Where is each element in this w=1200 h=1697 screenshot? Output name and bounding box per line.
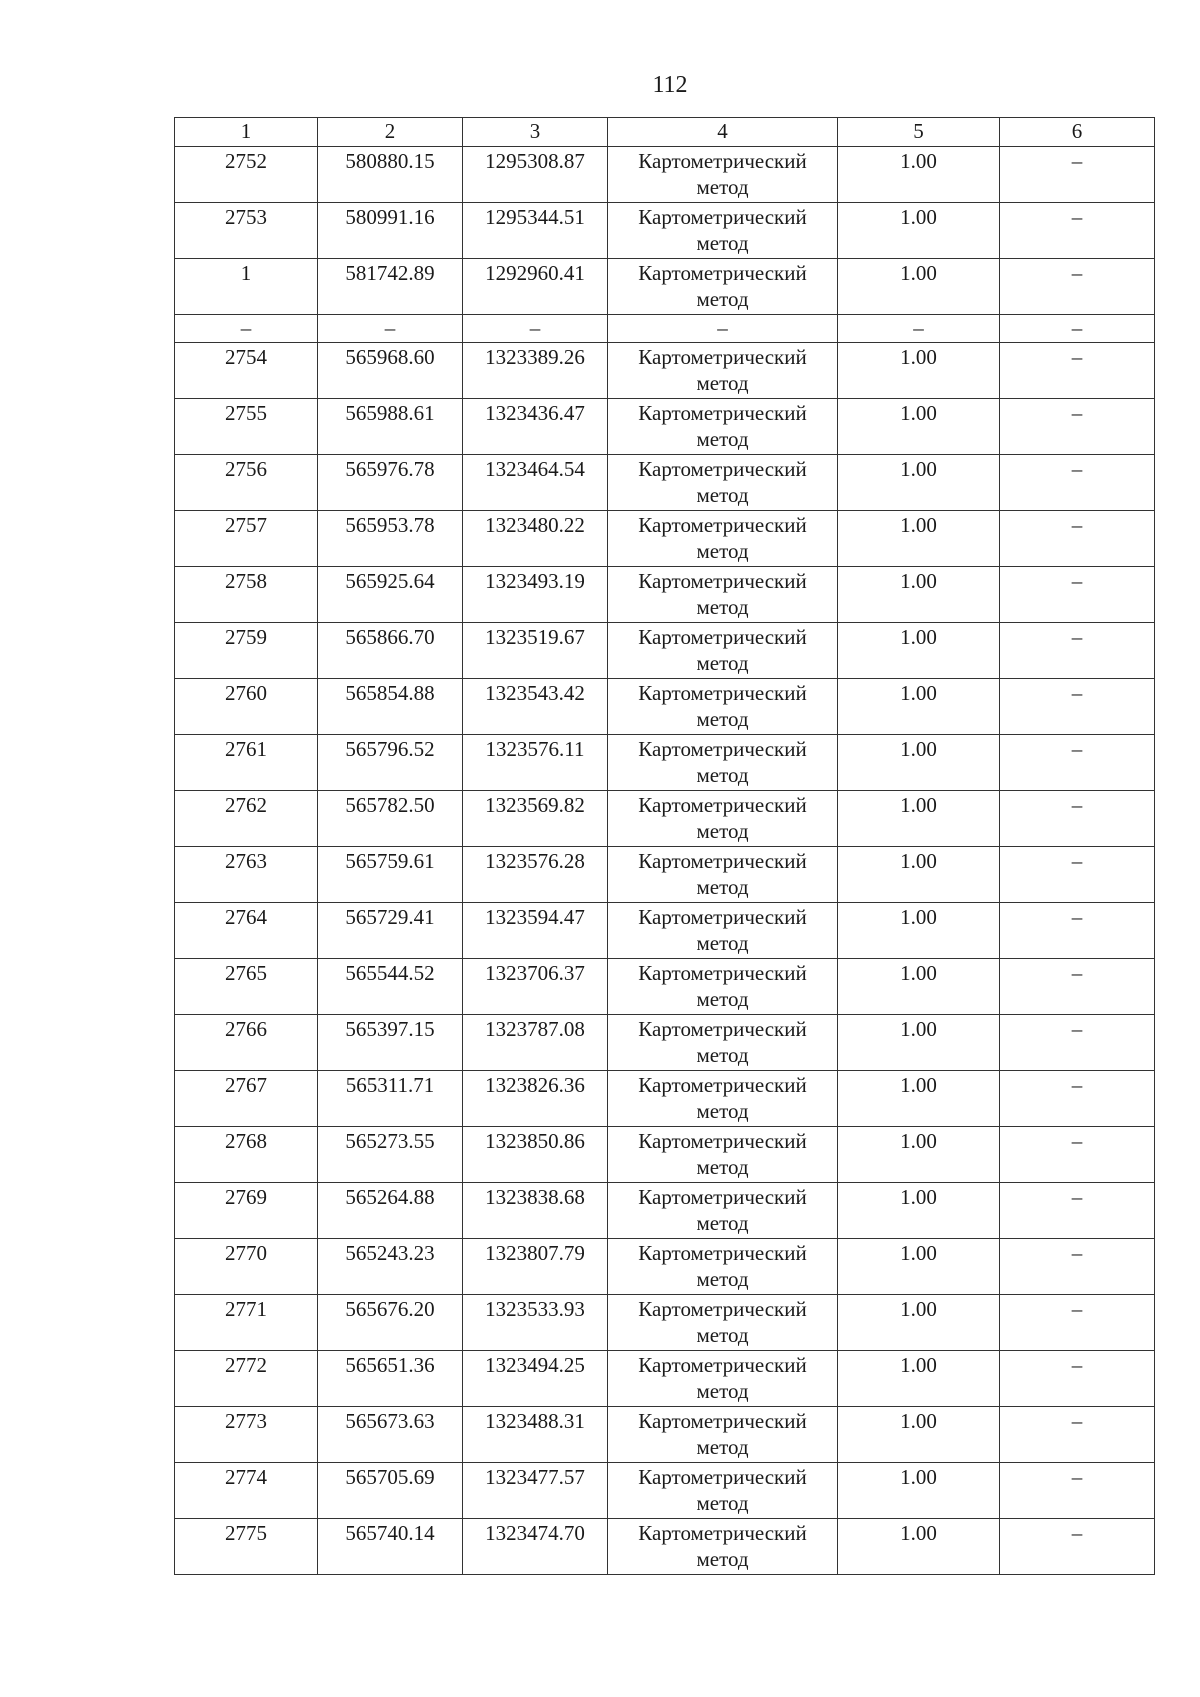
method-line-2: метод (696, 287, 749, 311)
accuracy-cell: 1.00 (838, 1463, 1000, 1519)
column-number: 6 (1000, 118, 1155, 147)
separator-row (175, 315, 1155, 343)
point-number-cell: 2766 (175, 1015, 318, 1071)
point-number-cell: 2764 (175, 903, 318, 959)
method-line-1: Картометрический (638, 1409, 807, 1433)
method-line-1: Картометрический (638, 737, 807, 761)
table-row (175, 203, 1155, 259)
y-coordinate-cell: 1323488.31 (463, 1407, 608, 1463)
x-coordinate-cell: 565796.52 (318, 735, 463, 791)
y-coordinate-cell: 1323569.82 (463, 791, 608, 847)
y-coordinate-cell: 1323543.42 (463, 679, 608, 735)
accuracy-cell: 1.00 (838, 1127, 1000, 1183)
separator-cell: – (1000, 315, 1155, 343)
column-number: 3 (463, 118, 608, 147)
table-row (175, 259, 1155, 315)
method-cell (608, 511, 838, 567)
method-line-2: метод (696, 763, 749, 787)
accuracy-cell: 1.00 (838, 1015, 1000, 1071)
x-coordinate-cell: 565544.52 (318, 959, 463, 1015)
method-cell (608, 1071, 838, 1127)
column-number-row (175, 118, 1155, 147)
method-line-1: Картометрический (638, 1017, 807, 1041)
method-line-1: Картометрический (638, 961, 807, 985)
method-line-2: метод (696, 931, 749, 955)
method-cell (608, 847, 838, 903)
y-coordinate-cell: 1323850.86 (463, 1127, 608, 1183)
table-row (175, 343, 1155, 399)
x-coordinate-cell: 565311.71 (318, 1071, 463, 1127)
x-coordinate-cell: 565759.61 (318, 847, 463, 903)
method-line-1: Картометрический (638, 1073, 807, 1097)
y-coordinate-cell: 1323826.36 (463, 1071, 608, 1127)
note-cell: – (1000, 567, 1155, 623)
accuracy-cell: 1.00 (838, 399, 1000, 455)
x-coordinate-cell: 565782.50 (318, 791, 463, 847)
accuracy-cell: 1.00 (838, 679, 1000, 735)
table-row (175, 1351, 1155, 1407)
method-line-1: Картометрический (638, 1241, 807, 1265)
y-coordinate-cell: 1323494.25 (463, 1351, 608, 1407)
point-number-cell: 2759 (175, 623, 318, 679)
y-coordinate-cell: 1323576.28 (463, 847, 608, 903)
table-body (175, 118, 1155, 1575)
x-coordinate-cell: 565673.63 (318, 1407, 463, 1463)
table-row (175, 1519, 1155, 1575)
note-cell: – (1000, 1463, 1155, 1519)
note-cell: – (1000, 259, 1155, 315)
note-cell: – (1000, 791, 1155, 847)
point-number-cell: 2753 (175, 203, 318, 259)
y-coordinate-cell: 1323787.08 (463, 1015, 608, 1071)
y-coordinate-cell: 1295344.51 (463, 203, 608, 259)
x-coordinate-cell: 581742.89 (318, 259, 463, 315)
y-coordinate-cell: 1323493.19 (463, 567, 608, 623)
note-cell: – (1000, 511, 1155, 567)
point-number-cell: 2765 (175, 959, 318, 1015)
note-cell: – (1000, 1519, 1155, 1575)
point-number-cell: 2760 (175, 679, 318, 735)
accuracy-cell: 1.00 (838, 735, 1000, 791)
method-line-2: метод (696, 651, 749, 675)
point-number-cell: 2767 (175, 1071, 318, 1127)
table-row (175, 1127, 1155, 1183)
method-line-2: метод (696, 1211, 749, 1235)
separator-cell: – (318, 315, 463, 343)
table-row (175, 1183, 1155, 1239)
method-line-1: Картометрический (638, 625, 807, 649)
method-line-2: метод (696, 595, 749, 619)
method-cell (608, 735, 838, 791)
method-cell (608, 1239, 838, 1295)
method-line-2: метод (696, 1547, 749, 1571)
accuracy-cell: 1.00 (838, 511, 1000, 567)
method-line-1: Картометрический (638, 401, 807, 425)
note-cell: – (1000, 623, 1155, 679)
accuracy-cell: 1.00 (838, 567, 1000, 623)
point-number-cell: 2775 (175, 1519, 318, 1575)
accuracy-cell: 1.00 (838, 1183, 1000, 1239)
note-cell: – (1000, 959, 1155, 1015)
point-number-cell: 2773 (175, 1407, 318, 1463)
method-cell (608, 679, 838, 735)
y-coordinate-cell: 1323436.47 (463, 399, 608, 455)
note-cell: – (1000, 1407, 1155, 1463)
method-line-1: Картометрический (638, 1465, 807, 1489)
point-number-cell: 2769 (175, 1183, 318, 1239)
table-row (175, 959, 1155, 1015)
method-line-1: Картометрический (638, 569, 807, 593)
method-line-1: Картометрический (638, 1297, 807, 1321)
x-coordinate-cell: 565953.78 (318, 511, 463, 567)
method-line-2: метод (696, 1155, 749, 1179)
table-row (175, 399, 1155, 455)
x-coordinate-cell: 580880.15 (318, 147, 463, 203)
point-number-cell: 2763 (175, 847, 318, 903)
point-number-cell: 2774 (175, 1463, 318, 1519)
x-coordinate-cell: 565968.60 (318, 343, 463, 399)
table-row (175, 147, 1155, 203)
method-cell (608, 1127, 838, 1183)
y-coordinate-cell: 1323519.67 (463, 623, 608, 679)
x-coordinate-cell: 565740.14 (318, 1519, 463, 1575)
x-coordinate-cell: 565854.88 (318, 679, 463, 735)
note-cell: – (1000, 1183, 1155, 1239)
separator-cell: – (838, 315, 1000, 343)
method-line-1: Картометрический (638, 149, 807, 173)
method-line-2: метод (696, 231, 749, 255)
note-cell: – (1000, 1127, 1155, 1183)
method-cell (608, 147, 838, 203)
x-coordinate-cell: 565264.88 (318, 1183, 463, 1239)
point-number-cell: 2772 (175, 1351, 318, 1407)
note-cell: – (1000, 1239, 1155, 1295)
method-cell (608, 1183, 838, 1239)
method-cell (608, 1407, 838, 1463)
method-cell (608, 455, 838, 511)
accuracy-cell: 1.00 (838, 455, 1000, 511)
y-coordinate-cell: 1323807.79 (463, 1239, 608, 1295)
table-row (175, 679, 1155, 735)
point-number-cell: 2762 (175, 791, 318, 847)
point-number-cell: 1 (175, 259, 318, 315)
y-coordinate-cell: 1323389.26 (463, 343, 608, 399)
accuracy-cell: 1.00 (838, 1071, 1000, 1127)
x-coordinate-cell: 565866.70 (318, 623, 463, 679)
method-line-2: метод (696, 1267, 749, 1291)
table-row (175, 1239, 1155, 1295)
method-line-2: метод (696, 1043, 749, 1067)
accuracy-cell: 1.00 (838, 791, 1000, 847)
column-number: 2 (318, 118, 463, 147)
method-cell (608, 567, 838, 623)
accuracy-cell: 1.00 (838, 147, 1000, 203)
accuracy-cell: 1.00 (838, 1295, 1000, 1351)
method-line-2: метод (696, 707, 749, 731)
y-coordinate-cell: 1323464.54 (463, 455, 608, 511)
method-cell (608, 959, 838, 1015)
method-line-2: метод (696, 1435, 749, 1459)
page-number: 112 (652, 72, 688, 98)
method-cell (608, 203, 838, 259)
note-cell: – (1000, 679, 1155, 735)
method-cell (608, 1015, 838, 1071)
method-line-2: метод (696, 371, 749, 395)
accuracy-cell: 1.00 (838, 343, 1000, 399)
point-number-cell: 2761 (175, 735, 318, 791)
x-coordinate-cell: 565676.20 (318, 1295, 463, 1351)
y-coordinate-cell: 1323533.93 (463, 1295, 608, 1351)
y-coordinate-cell: 1323706.37 (463, 959, 608, 1015)
y-coordinate-cell: 1323474.70 (463, 1519, 608, 1575)
method-cell (608, 1519, 838, 1575)
point-number-cell: 2771 (175, 1295, 318, 1351)
table-row (175, 735, 1155, 791)
table-row (175, 1071, 1155, 1127)
method-line-1: Картометрический (638, 1353, 807, 1377)
note-cell: – (1000, 343, 1155, 399)
coordinates-table (174, 117, 1155, 1575)
method-line-2: метод (696, 1099, 749, 1123)
method-line-2: метод (696, 1379, 749, 1403)
y-coordinate-cell: 1292960.41 (463, 259, 608, 315)
method-line-1: Картометрический (638, 1129, 807, 1153)
note-cell: – (1000, 1351, 1155, 1407)
y-coordinate-cell: 1323480.22 (463, 511, 608, 567)
method-line-1: Картометрический (638, 793, 807, 817)
method-line-1: Картометрический (638, 205, 807, 229)
x-coordinate-cell: 580991.16 (318, 203, 463, 259)
accuracy-cell: 1.00 (838, 1519, 1000, 1575)
y-coordinate-cell: 1323576.11 (463, 735, 608, 791)
method-line-2: метод (696, 427, 749, 451)
method-line-2: метод (696, 1323, 749, 1347)
method-cell (608, 1351, 838, 1407)
method-line-1: Картометрический (638, 345, 807, 369)
table-row (175, 1463, 1155, 1519)
point-number-cell: 2758 (175, 567, 318, 623)
method-line-2: метод (696, 987, 749, 1011)
x-coordinate-cell: 565988.61 (318, 399, 463, 455)
y-coordinate-cell: 1323838.68 (463, 1183, 608, 1239)
table-row (175, 847, 1155, 903)
accuracy-cell: 1.00 (838, 847, 1000, 903)
method-cell (608, 399, 838, 455)
y-coordinate-cell: 1323477.57 (463, 1463, 608, 1519)
note-cell: – (1000, 203, 1155, 259)
accuracy-cell: 1.00 (838, 959, 1000, 1015)
note-cell: – (1000, 399, 1155, 455)
x-coordinate-cell: 565925.64 (318, 567, 463, 623)
table-row (175, 1295, 1155, 1351)
method-line-1: Картометрический (638, 905, 807, 929)
method-cell (608, 1295, 838, 1351)
separator-cell: – (175, 315, 318, 343)
accuracy-cell: 1.00 (838, 903, 1000, 959)
method-line-1: Картометрический (638, 457, 807, 481)
column-number: 5 (838, 118, 1000, 147)
accuracy-cell: 1.00 (838, 1351, 1000, 1407)
method-cell (608, 343, 838, 399)
table-row (175, 511, 1155, 567)
x-coordinate-cell: 565243.23 (318, 1239, 463, 1295)
method-line-2: метод (696, 875, 749, 899)
column-number: 4 (608, 118, 838, 147)
x-coordinate-cell: 565976.78 (318, 455, 463, 511)
accuracy-cell: 1.00 (838, 203, 1000, 259)
method-line-1: Картометрический (638, 1521, 807, 1545)
table-row (175, 791, 1155, 847)
note-cell: – (1000, 455, 1155, 511)
accuracy-cell: 1.00 (838, 1239, 1000, 1295)
point-number-cell: 2757 (175, 511, 318, 567)
method-line-1: Картометрический (638, 1185, 807, 1209)
note-cell: – (1000, 147, 1155, 203)
x-coordinate-cell: 565729.41 (318, 903, 463, 959)
table-row (175, 1407, 1155, 1463)
table-row (175, 567, 1155, 623)
point-number-cell: 2768 (175, 1127, 318, 1183)
point-number-cell: 2756 (175, 455, 318, 511)
method-cell (608, 791, 838, 847)
note-cell: – (1000, 847, 1155, 903)
method-line-2: метод (696, 175, 749, 199)
method-line-1: Картометрический (638, 849, 807, 873)
point-number-cell: 2755 (175, 399, 318, 455)
note-cell: – (1000, 1071, 1155, 1127)
separator-cell: – (608, 315, 838, 343)
accuracy-cell: 1.00 (838, 1407, 1000, 1463)
table-row (175, 455, 1155, 511)
method-line-2: метод (696, 819, 749, 843)
method-line-2: метод (696, 539, 749, 563)
method-line-2: метод (696, 483, 749, 507)
method-cell (608, 623, 838, 679)
point-number-cell: 2770 (175, 1239, 318, 1295)
y-coordinate-cell: 1323594.47 (463, 903, 608, 959)
method-cell (608, 259, 838, 315)
method-line-1: Картометрический (638, 261, 807, 285)
method-line-1: Картометрический (638, 513, 807, 537)
method-cell (608, 903, 838, 959)
method-cell (608, 1463, 838, 1519)
method-line-1: Картометрический (638, 681, 807, 705)
y-coordinate-cell: 1295308.87 (463, 147, 608, 203)
accuracy-cell: 1.00 (838, 259, 1000, 315)
x-coordinate-cell: 565397.15 (318, 1015, 463, 1071)
table-row (175, 623, 1155, 679)
column-number: 1 (175, 118, 318, 147)
x-coordinate-cell: 565705.69 (318, 1463, 463, 1519)
note-cell: – (1000, 903, 1155, 959)
note-cell: – (1000, 1015, 1155, 1071)
x-coordinate-cell: 565273.55 (318, 1127, 463, 1183)
x-coordinate-cell: 565651.36 (318, 1351, 463, 1407)
accuracy-cell: 1.00 (838, 623, 1000, 679)
separator-cell: – (463, 315, 608, 343)
note-cell: – (1000, 1295, 1155, 1351)
note-cell: – (1000, 735, 1155, 791)
method-line-2: метод (696, 1491, 749, 1515)
table-row (175, 1015, 1155, 1071)
point-number-cell: 2752 (175, 147, 318, 203)
table-row (175, 903, 1155, 959)
point-number-cell: 2754 (175, 343, 318, 399)
